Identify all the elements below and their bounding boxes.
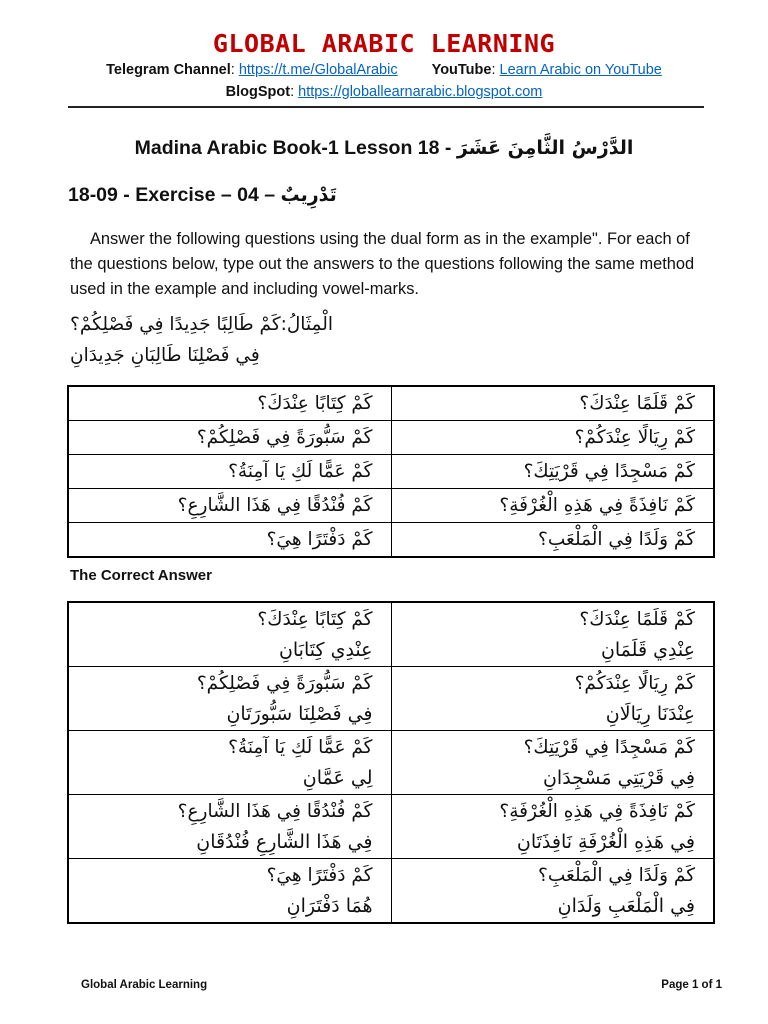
answer-text: فِي الْمَلْعَبِ وَلَدَانِ	[557, 894, 695, 917]
answer-question-text: كَمْ رِيَالًا عِنْدَكُمْ؟	[574, 672, 695, 694]
answer-row	[69, 859, 714, 923]
telegram-label: Telegram Channel	[106, 62, 231, 78]
answer-text: فِي هَذَا الشَّارِعِ فُنْدُقَانِ	[196, 830, 373, 853]
question-cell-right: كَمْ عَمًّا لَكِ يَا آمِنَةُ؟	[69, 455, 392, 489]
youtube-label: YouTube	[431, 62, 492, 78]
question-row	[69, 455, 714, 489]
answer-question-text: كَمْ قَلَمًا عِنْدَكَ؟	[579, 608, 695, 630]
question-cell-left: كَمْ نَافِذَةً فِي هَذِهِ الْغُرْفَةِ؟	[391, 489, 714, 523]
answer-row	[69, 795, 714, 859]
blogspot-row: BlogSpot: https://globallearnarabic.blogspot.com	[225, 84, 543, 100]
question-cell-left: كَمْ قَلَمًا عِنْدَكَ؟	[391, 387, 714, 421]
question-row	[69, 421, 714, 455]
correct-answer-heading: The Correct Answer	[70, 567, 212, 584]
footer-left: Global Arabic Learning	[81, 979, 208, 991]
question-cell-right: كَمْ دَفْتَرًا هِيَ؟	[69, 523, 392, 557]
answer-cell-right	[69, 603, 392, 667]
answer-cell-left	[391, 603, 714, 667]
answer-question-text: كَمْ سَبُّورَةً فِي فَصْلِكُمْ؟	[196, 672, 373, 694]
telegram-link[interactable]: https://t.me/GlobalArabic	[238, 62, 398, 78]
answer-question-text: كَمْ كِتَابًا عِنْدَكَ؟	[257, 608, 373, 630]
answer-text: عِنْدِي كِتَابَانِ	[278, 638, 373, 661]
question-cell-left: كَمْ رِيَالًا عِنْدَكُمْ؟	[391, 421, 714, 455]
example-question: الْمِثَالُ:كَمْ طَالِبًا جَدِيدًا فِي فَصْلِكُمْ؟	[70, 314, 333, 335]
answer-cell-right	[69, 795, 392, 859]
answer-question-text: كَمْ وَلَدًا فِي الْمَلْعَبِ؟	[538, 864, 695, 886]
answer-cell-right	[69, 667, 392, 731]
lesson-title-ar: الدَّرْسُ الثَّامِنَ عَشَرَ	[456, 137, 634, 159]
answer-text: لِي عَمَّانِ	[302, 766, 373, 789]
answer-row	[69, 667, 714, 731]
answer-cell-right	[69, 731, 392, 795]
questions-table	[67, 385, 715, 558]
question-cell-right: كَمْ فُنْدُقًا فِي هَذَا الشَّارِعِ؟	[69, 489, 392, 523]
answer-cell-right	[69, 859, 392, 923]
header-divider	[68, 106, 704, 108]
answer-cell-left	[391, 667, 714, 731]
answer-text: عِنْدَنَا رِيَالَانِ	[605, 702, 695, 725]
answer-cell-left	[391, 859, 714, 923]
example-answer: فِي فَصْلِنَا طَالِبَانِ جَدِيدَانِ	[70, 345, 260, 366]
answer-cell-left	[391, 795, 714, 859]
footer-page-number: Page 1 of 1	[661, 979, 722, 991]
answers-table	[67, 601, 715, 924]
lesson-title	[0, 137, 768, 160]
answer-question-text: كَمْ فُنْدُقًا فِي هَذَا الشَّارِعِ؟	[177, 800, 373, 822]
blogspot-label: BlogSpot	[225, 84, 291, 100]
exercise-title-en: 18-09 - Exercise – 04 –	[68, 184, 281, 206]
answer-question-text: كَمْ نَافِذَةً فِي هَذِهِ الْغُرْفَةِ؟	[499, 800, 695, 822]
question-cell-right: كَمْ كِتَابًا عِنْدَكَ؟	[69, 387, 392, 421]
answer-cell-left	[391, 731, 714, 795]
youtube-link[interactable]: Learn Arabic on YouTube	[499, 62, 662, 78]
question-row	[69, 489, 714, 523]
answer-text: فِي فَصْلِنَا سَبُّورَتَانِ	[226, 702, 373, 725]
answer-question-text: كَمْ دَفْتَرًا هِيَ؟	[266, 864, 373, 886]
answer-text: فِي قَرْيَتِي مَسْجِدَانِ	[542, 766, 695, 789]
header-links-row: Telegram Channel: https://t.me/GlobalArabic YouTube: Learn Arabic on YouTube	[106, 62, 662, 78]
question-cell-right: كَمْ سَبُّورَةً فِي فَصْلِكُمْ؟	[69, 421, 392, 455]
answer-question-text: كَمْ مَسْجِدًا فِي قَرْيَتِكَ؟	[523, 736, 695, 758]
question-cell-left: كَمْ مَسْجِدًا فِي قَرْيَتِكَ؟	[391, 455, 714, 489]
brand-title: GLOBAL ARABIC LEARNING	[212, 29, 556, 58]
exercise-title-ar: تَدْرِيبٌ	[280, 184, 337, 206]
answer-text: فِي هَذِهِ الْغُرْفَةِ نَافِذَتَانِ	[516, 830, 695, 853]
lesson-title-en: Madina Arabic Book-1 Lesson 18 -	[134, 137, 457, 159]
answer-text: هُمَا دَفْتَرَانِ	[286, 894, 373, 917]
exercise-title	[68, 184, 337, 207]
answer-row	[69, 731, 714, 795]
question-row	[69, 523, 714, 557]
blogspot-link[interactable]: https://globallearnarabic.blogspot.com	[298, 84, 543, 100]
answer-text: عِنْدِي قَلَمَانِ	[600, 638, 695, 661]
answer-question-text: كَمْ عَمًّا لَكِ يَا آمِنَةُ؟	[228, 736, 373, 758]
answer-row	[69, 603, 714, 667]
question-cell-left: كَمْ وَلَدًا فِي الْمَلْعَبِ؟	[391, 523, 714, 557]
question-row	[69, 387, 714, 421]
instructions-paragraph: Answer the following questions using the dual form as in the example". For each of the questions below, type out the answers to the questions following the same method used in the example and including vowel-marks.	[70, 230, 695, 298]
